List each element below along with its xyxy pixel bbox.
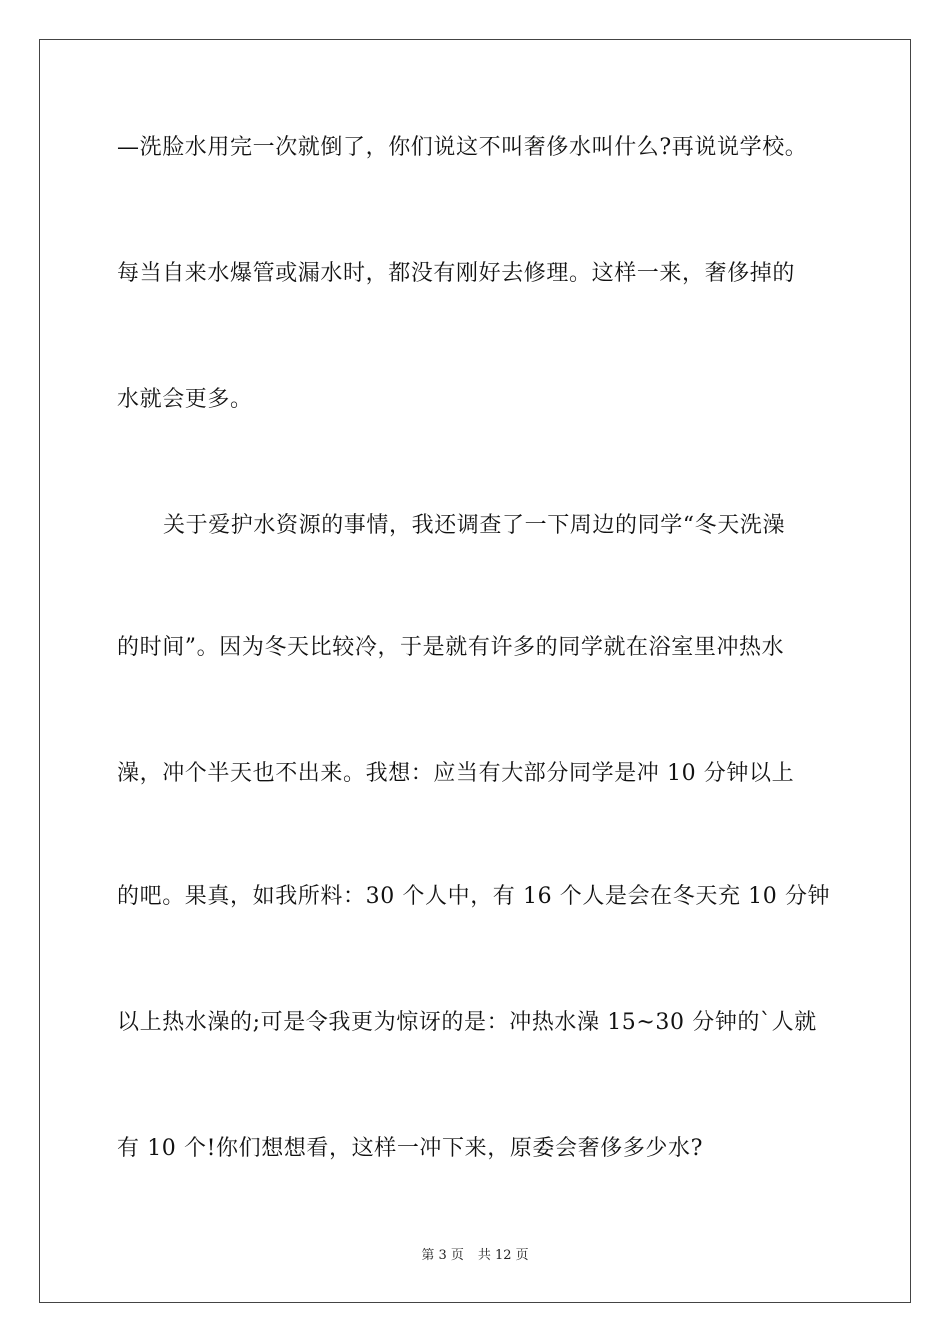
text-line: 的时间”。因为冬天比较冷，于是就有许多的同学就在浴室里冲热水 [117,635,785,660]
text-line: 澡，冲个半天也不出来。我想：应当有大部分同学是冲 10 分钟以上 [117,761,795,786]
page-number: 第 3 页 [421,1248,464,1263]
page-footer [0,1248,950,1264]
text-line: —洗脸水用完一次就倒了，你们说这不叫奢侈水叫什么?再说说学校。 [117,135,808,160]
text-line: 的吧。果真，如我所料：30 个人中，有 16 个人是会在冬天充 10 分钟 [117,884,831,909]
page-total: 共 12 页 [477,1248,529,1263]
text-line: 每当自来水爆管或漏水时，都没有刚好去修理。这样一来，奢侈掉的 [117,261,796,286]
text-line: 以上热水澡的;可是令我更为惊讶的是：冲热水澡 15~30 分钟的`人就 [117,1010,817,1035]
paragraph-start-line: 关于爱护水资源的事情，我还调查了一下周边的同学“冬天洗澡 [163,513,786,538]
text-line: 水就会更多。 [117,387,253,412]
page-border [39,39,911,1303]
text-line: 有 10 个!你们想想看，这样一冲下来，原委会奢侈多少水? [117,1136,704,1161]
